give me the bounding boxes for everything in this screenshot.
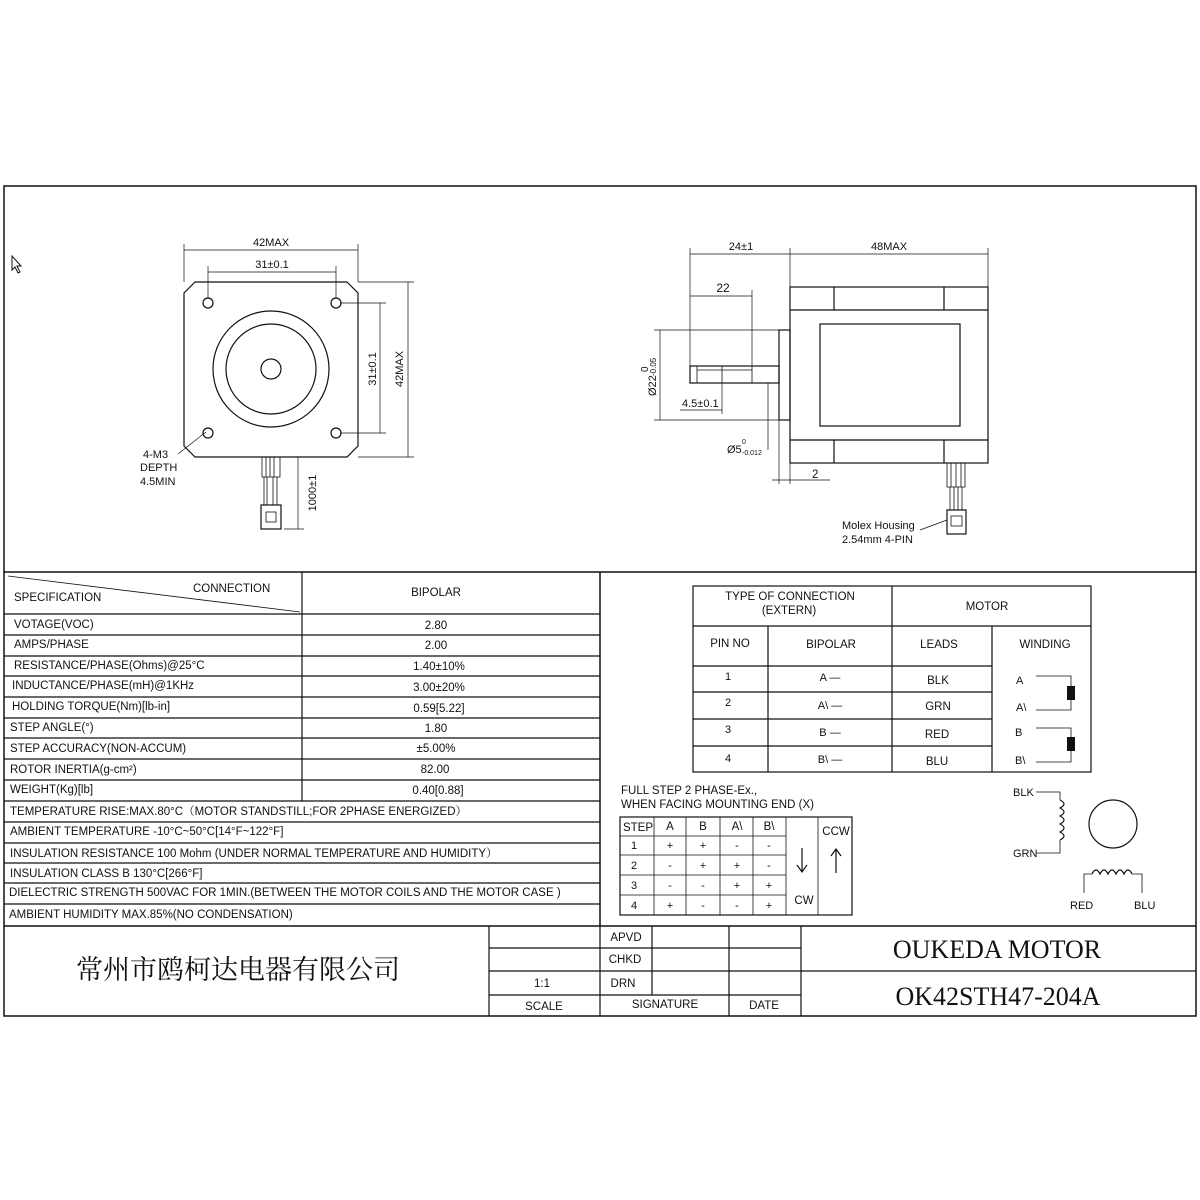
rotor-circle-icon [1089, 800, 1137, 848]
mount-note: 4.5MIN [140, 476, 176, 488]
spec-note: TEMPERATURE RISE:MAX.80°C（MOTOR STANDSTILL;FOR 2PHASE ENERGIZED） [10, 806, 468, 818]
spec-value: 0.40[0.88] [412, 785, 464, 797]
step-cell: - [735, 900, 739, 912]
bipolar-header: BIPOLAR [806, 639, 856, 651]
brand-name: OUKEDA MOTOR [892, 935, 1102, 964]
spec-note: AMBIENT TEMPERATURE -10°C~50°C[14°F~122°F] [10, 826, 284, 838]
pin-number: 4 [724, 753, 732, 765]
coil-wire [1036, 792, 1060, 800]
blu-label: BLU [1134, 900, 1156, 912]
v-hole-spacing-label: 31±0.1 [367, 352, 379, 386]
step-cell: + [765, 900, 773, 912]
mount-note: 4-M3 [143, 449, 169, 461]
molex-connector [947, 510, 966, 534]
type-extern: (EXTERN) [761, 605, 817, 617]
header-bipolar: BIPOLAR [411, 587, 461, 599]
spec-value: 1.80 [424, 723, 448, 735]
lead-color: GRN [925, 701, 951, 713]
step-header: B\ [763, 821, 775, 833]
boss-tol-lower: -0.05 [649, 357, 658, 376]
company-name: 常州市鸥柯达电器有限公司 [76, 955, 400, 986]
step-cell: + [666, 840, 674, 852]
mount-note: DEPTH [140, 462, 178, 474]
step-cell: + [733, 860, 741, 872]
spec-label: AMPS/PHASE [14, 639, 89, 651]
spec-label: ROTOR INERTIA(g-cm²) [10, 764, 137, 776]
step-cell: - [701, 880, 705, 892]
winding-a-wire [1036, 676, 1071, 710]
mount-hole [331, 428, 341, 438]
hole-spacing-label: 31±0.1 [255, 259, 289, 271]
connection-table [693, 586, 1091, 772]
cable-exit [262, 457, 280, 477]
type-of-connection: TYPE OF CONNECTION [725, 591, 855, 603]
cw-label: CW [794, 895, 814, 907]
leader-line [920, 520, 947, 530]
step-cell: - [767, 860, 771, 872]
spec-note: INSULATION RESISTANCE 100 Mohm (UNDER NORMAL TEMPERATURE AND HUMIDITY） [10, 848, 498, 860]
stator-window [820, 324, 960, 426]
front-view [140, 237, 414, 529]
step-cell: + [699, 860, 707, 872]
shaft-tol-upper: 0 [742, 439, 746, 446]
flat-depth-label: 4.5±0.1 [682, 398, 719, 410]
step-title: WHEN FACING MOUNTING END (X) [621, 799, 814, 811]
step-cell: - [767, 840, 771, 852]
scale-value: 1:1 [534, 978, 550, 990]
winding-b-coil-icon [1067, 737, 1075, 751]
red-label: RED [1070, 900, 1094, 912]
spec-value: 2.00 [424, 640, 448, 652]
scale-label: SCALE [525, 1001, 563, 1013]
ccw-label: CCW [822, 826, 850, 838]
spec-value: 3.00±20% [413, 682, 465, 694]
connector-window [951, 516, 962, 526]
signature-label: SIGNATURE [631, 999, 699, 1011]
title-block [4, 926, 1196, 1016]
boss [779, 330, 790, 420]
winding-label: B\ [1015, 755, 1026, 767]
step-cell: - [735, 840, 739, 852]
lead-color: RED [924, 729, 950, 741]
leads-header: LEADS [920, 639, 958, 651]
header-connection: CONNECTION [193, 583, 271, 595]
spec-label: VOTAGE(VOC) [14, 619, 94, 631]
lead-color: BLU [925, 756, 949, 768]
shaft-tol-lower: -0.012 [742, 450, 762, 457]
spec-label: RESISTANCE/PHASE(Ohms)@25°C [14, 660, 205, 672]
motor-header: MOTOR [965, 601, 1009, 613]
boss-height-label: 2 [812, 469, 819, 481]
winding-a-coil-icon [1067, 686, 1075, 700]
spec-note: AMBIENT HUMIDITY MAX.85%(NO CONDENSATION) [9, 909, 293, 921]
step-cell: - [701, 900, 705, 912]
coil-wire [1036, 840, 1060, 853]
step-cell: + [699, 840, 707, 852]
winding-label: B [1015, 727, 1023, 739]
leader-line [178, 432, 206, 454]
motor-schematic [1013, 787, 1155, 912]
step-header: STEP [622, 822, 654, 834]
pin-number: 2 [724, 697, 732, 709]
spec-value: 2.80 [424, 620, 448, 632]
spec-note: DIELECTRIC STRENGTH 500VAC FOR 1MIN.(BETWEEN THE MOTOR COILS AND THE MOTOR CASE ) [9, 887, 561, 899]
cw-arrow-icon [797, 848, 807, 872]
coil-wire [1132, 874, 1142, 893]
shaft-circle [261, 359, 281, 379]
spec-label: STEP ACCURACY(NON-ACCUM) [10, 743, 187, 755]
ccw-arrow-icon [831, 849, 841, 873]
spec-value: ±5.00% [416, 743, 456, 755]
mount-hole [331, 298, 341, 308]
step-title: FULL STEP 2 PHASE-Ex., [621, 785, 758, 797]
apvd-label: APVD [610, 932, 642, 944]
shaft-length-label: 24±1 [728, 241, 754, 253]
winding-label: A [1016, 675, 1024, 687]
coil-a-icon [1060, 800, 1064, 840]
step-header: B [699, 821, 707, 833]
step-cell: + [666, 900, 674, 912]
coil-b-icon [1092, 870, 1132, 874]
spec-note: INSULATION CLASS B 130°C[266°F] [10, 868, 203, 880]
step-cell: - [668, 880, 672, 892]
drn-label: DRN [610, 978, 636, 990]
connector [261, 505, 281, 529]
bipolar-signal: B\ — [817, 754, 843, 766]
height-label: 42MAX [394, 350, 406, 388]
grn-label: GRN [1013, 848, 1038, 860]
step-sequence [620, 785, 852, 915]
body-length-label: 48MAX [870, 241, 908, 253]
width-label: 42MAX [252, 237, 290, 249]
chkd-label: CHKD [608, 954, 642, 966]
cursor-icon [12, 256, 21, 273]
side-view [640, 241, 988, 546]
bipolar-signal: B — [819, 727, 841, 739]
winding-b-wire [1036, 728, 1071, 762]
step-cell: - [668, 860, 672, 872]
blk-label: BLK [1013, 787, 1034, 799]
boss-diameter-label: Ø22 [647, 375, 659, 396]
cable-length-label: 1000±1 [307, 474, 319, 512]
step-header: A [666, 821, 674, 833]
pin-number: 3 [724, 724, 732, 736]
step-cell: 3 [630, 880, 638, 892]
connector-window [266, 512, 276, 522]
bipolar-signal: A — [819, 672, 841, 684]
shaft-diameter-label: Ø5 [727, 444, 742, 456]
spec-label: HOLDING TORQUE(Nm)[lb-in] [12, 701, 171, 713]
pin-no-header: PIN NO [710, 638, 750, 650]
boss-tol-upper: 0 [640, 366, 651, 372]
connector-note: 2.54mm 4-PIN [842, 534, 913, 546]
date-label: DATE [749, 1000, 779, 1012]
spec-label: WEIGHT(Kg)[lb] [10, 784, 94, 796]
step-cell: 4 [630, 900, 638, 912]
winding-header: WINDING [1019, 639, 1071, 651]
spec-value: 0.59[5.22] [413, 703, 465, 715]
spec-value: 82.00 [420, 764, 450, 776]
step-header: A\ [731, 821, 743, 833]
step-cell: + [765, 880, 773, 892]
winding-label: A\ [1016, 702, 1027, 714]
step-cell: 1 [630, 840, 638, 852]
spec-label: INDUCTANCE/PHASE(mH)@1KHz [12, 680, 195, 692]
header-specification: SPECIFICATION [14, 592, 102, 604]
boss-outer-circle [213, 311, 329, 427]
step-cell: + [733, 880, 741, 892]
shaft [690, 366, 779, 383]
bipolar-signal: A\ — [817, 700, 843, 712]
spec-table [4, 572, 600, 926]
spec-label: STEP ANGLE(°) [10, 722, 94, 734]
mount-hole [203, 298, 213, 308]
connector-note: Molex Housing [842, 520, 915, 532]
coil-wire [1084, 874, 1092, 893]
flat-length-label: 22 [716, 281, 730, 295]
model-number: OK42STH47-204A [895, 982, 1101, 1011]
boss-inner-circle [226, 324, 316, 414]
spec-value: 1.40±10% [413, 661, 465, 673]
lead-color: BLK [927, 675, 949, 687]
pin-number: 1 [724, 671, 732, 683]
step-cell: 2 [630, 860, 638, 872]
